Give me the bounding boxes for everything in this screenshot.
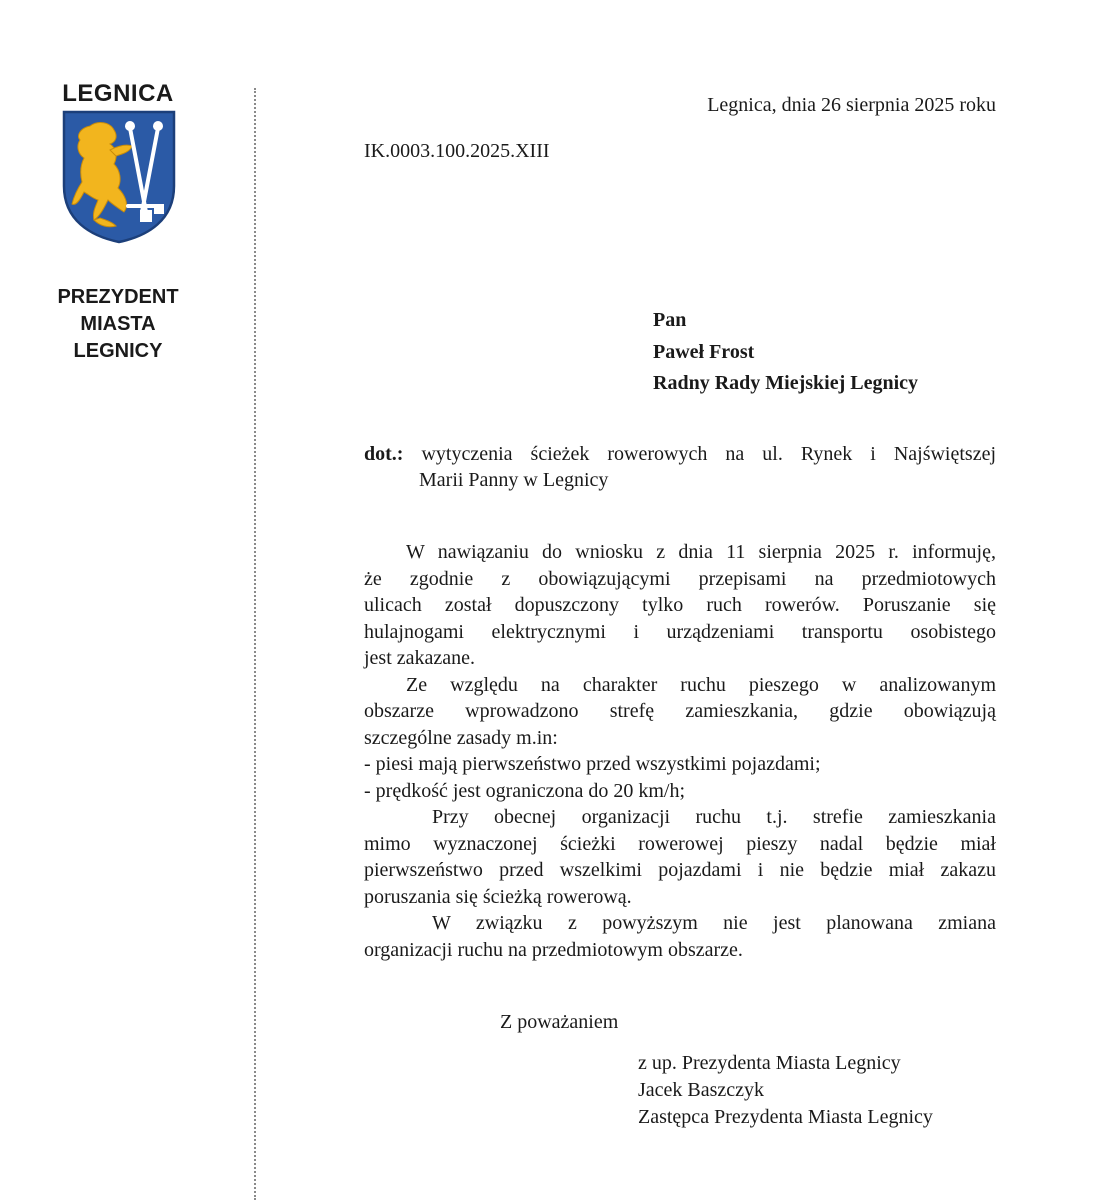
subject-text-line-2: Marii Panny w Legnicy bbox=[419, 469, 609, 491]
signature-on-behalf: z up. Prezydenta Miasta Legnicy bbox=[638, 1052, 901, 1074]
closing-greeting: Z poważaniem bbox=[500, 1011, 619, 1033]
office-line: PREZYDENT bbox=[57, 286, 179, 308]
body-line: Przy obecnej organizacji ruchu t.j. strefie zamieszkania bbox=[432, 806, 996, 828]
body-line: organizacji ruchu na przedmiotowym obszarze. bbox=[364, 938, 743, 961]
body-line: ulicach został dopuszczony tylko ruch rowerów. Poruszanie się bbox=[364, 594, 996, 616]
body-line: obszarze wprowadzono strefę zamieszkania, gdzie obowiązują bbox=[364, 700, 996, 722]
subject-first-line bbox=[364, 441, 996, 467]
reference-number: IK.0003.100.2025.XIII bbox=[364, 140, 550, 162]
body-line: szczególne zasady m.in: bbox=[364, 726, 558, 749]
body-line: pierwszeństwo przed wszelkimi pojazdami i nie będzie miał zakazu bbox=[364, 859, 996, 881]
date-line: Legnica, dnia 26 sierpnia 2025 roku bbox=[707, 94, 996, 116]
signature-name: Jacek Baszczyk bbox=[638, 1079, 765, 1101]
subject-block bbox=[364, 441, 996, 493]
recipient-block bbox=[653, 305, 918, 400]
coat-of-arms-icon bbox=[60, 108, 178, 244]
letter-body bbox=[364, 539, 996, 963]
recipient-salutation: Pan bbox=[653, 309, 687, 331]
body-line: hulajnogami elektrycznymi i urządzeniami transportu osobistego bbox=[364, 620, 996, 643]
recipient-title: Radny Rady Miejskiej Legnicy bbox=[653, 372, 918, 394]
office-line: MIASTA bbox=[80, 313, 156, 335]
body-line: W związku z powyższym nie jest planowana zmiana bbox=[432, 912, 996, 934]
body-line: W nawiązaniu do wniosku z dnia 11 sierpnia 2025 r. informuję, bbox=[406, 541, 996, 563]
city-name: LEGNICA bbox=[62, 80, 174, 107]
body-line: Ze względu na charakter ruchu pieszego w analizowanym bbox=[406, 673, 996, 696]
dotted-divider bbox=[254, 88, 256, 1200]
signature-block bbox=[638, 1050, 933, 1131]
recipient-name: Paweł Frost bbox=[653, 340, 755, 363]
body-line: jest zakazane. bbox=[364, 647, 476, 669]
body-line: że zgodnie z obowiązującymi przepisami na przedmiotowych bbox=[364, 567, 996, 590]
body-list-item: - piesi mają pierwszeństwo przed wszystkimi pojazdami; bbox=[364, 753, 821, 775]
body-list-item: - prędkość jest ograniczona do 20 km/h; bbox=[364, 779, 686, 802]
office-title bbox=[0, 284, 236, 365]
letterhead-sidebar bbox=[0, 0, 240, 1200]
office-line: LEGNICY bbox=[73, 340, 163, 362]
body-line: mimo wyznaczonej ścieżki rowerowej pieszy nadal będzie miał bbox=[364, 832, 996, 855]
subject-label: dot.: bbox=[364, 443, 404, 465]
body-line: poruszania się ścieżką rowerową. bbox=[364, 885, 632, 908]
subject-text-line-1: wytyczenia ścieżek rowerowych na ul. Rynek i Najświętszej bbox=[421, 443, 997, 465]
signature-title: Zastępca Prezydenta Miasta Legnicy bbox=[638, 1106, 933, 1128]
